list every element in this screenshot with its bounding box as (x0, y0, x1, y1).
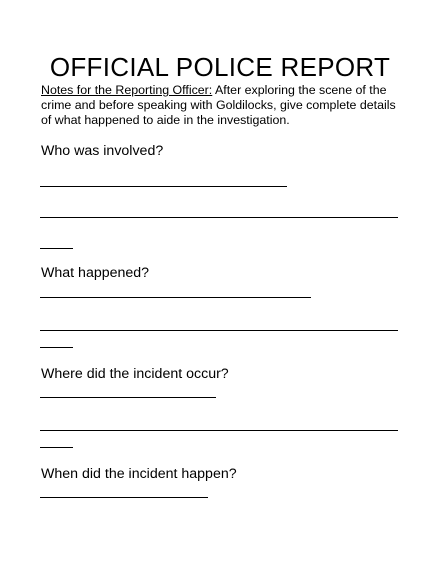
answer-line-who-1[interactable] (40, 186, 287, 187)
officer-notes (41, 83, 406, 128)
answer-line-what-1[interactable] (40, 297, 311, 298)
answer-line-when-1[interactable] (40, 497, 208, 498)
notes-body: After exploring the scene of the crime and before speaking with Goldilocks, give complete details of what happened to aide in the investigation. (41, 83, 396, 127)
answer-line-where-2[interactable] (40, 430, 398, 431)
question-when: When did the incident happen? (41, 466, 237, 482)
answer-line-what-3[interactable] (40, 347, 73, 348)
question-who: Who was involved? (41, 143, 164, 159)
question-what: What happened? (41, 265, 150, 281)
answer-line-what-2[interactable] (40, 330, 398, 331)
question-where: Where did the incident occur? (41, 366, 229, 382)
answer-line-who-3[interactable] (40, 248, 73, 249)
answer-line-who-2[interactable] (40, 217, 398, 218)
page-title: OFFICIAL POLICE REPORT (49, 52, 391, 82)
answer-line-where-3[interactable] (40, 447, 73, 448)
answer-line-where-1[interactable] (40, 397, 216, 398)
notes-lead: Notes for the Reporting Officer: (41, 83, 213, 97)
